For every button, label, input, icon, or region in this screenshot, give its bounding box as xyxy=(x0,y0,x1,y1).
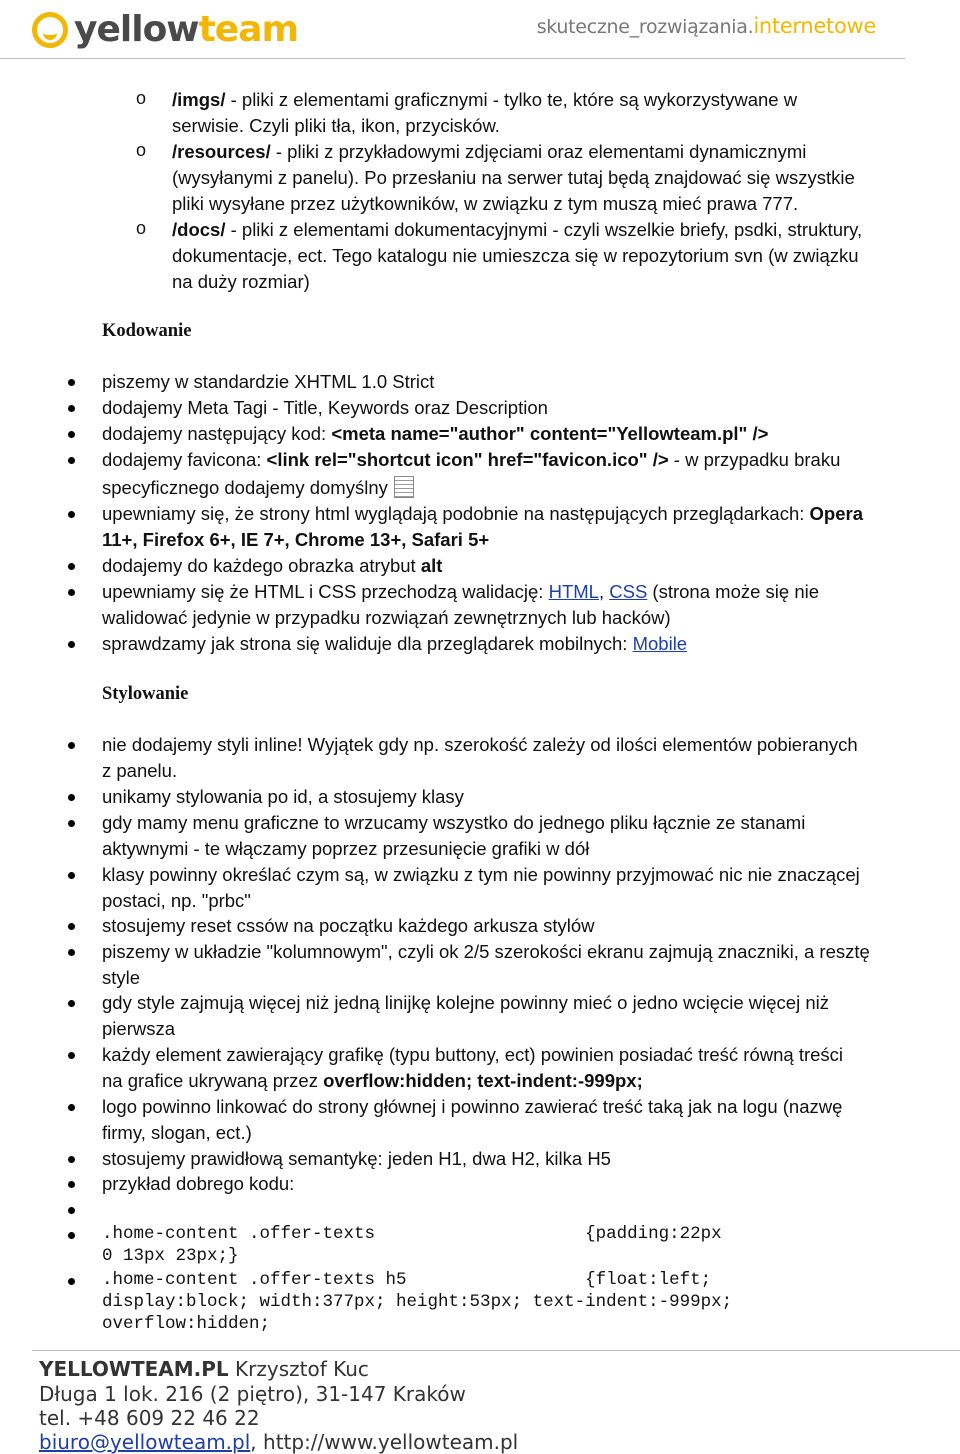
code-line: .home-content .offer-texts {padding:22px xyxy=(102,1224,722,1244)
list-item: gdy mamy menu graficzne to wrzucamy wszystko do jednego pliku łącznie ze stanami xyxy=(102,812,806,833)
list-item: unikamy stylowania po id, a stosujemy klasy xyxy=(102,786,464,807)
item-text: specyficznego dodajemy domyślny xyxy=(102,477,388,498)
bullet xyxy=(68,563,75,570)
bullet xyxy=(68,1000,75,1007)
yellowteam-logo[interactable] xyxy=(32,8,298,52)
code-line: 0 13px 23px;} xyxy=(102,1246,239,1266)
bullet xyxy=(68,1232,75,1239)
attribute-name: alt xyxy=(420,555,443,576)
item-text: dodajemy następujący kod: xyxy=(102,423,332,444)
list-item-cont: firmy, slogan, ect.) xyxy=(102,1122,252,1143)
list-item-cont: aktywnymi - te włączamy poprzez przesunięcie grafiki w dół xyxy=(102,838,590,859)
bullet xyxy=(68,405,75,412)
item-text: na grafice ukrywaną przez xyxy=(102,1070,324,1091)
folder-item-resources-cont: pliki wysyłane przez użytkowników, w związku z tym muszą mieć prawa 777. xyxy=(172,193,799,214)
item-text: sprawdzamy jak strona się waliduje dla przeglądarek mobilnych: xyxy=(102,633,633,654)
page-header xyxy=(0,0,960,62)
list-item: stosujemy prawidłową semantykę: jeden H1, dwa H2, kilka H5 xyxy=(102,1148,611,1169)
bullet xyxy=(68,949,75,956)
footer-email-link[interactable]: biuro@yellowteam.pl xyxy=(39,1430,251,1454)
item-text: upewniamy się, że strony html wyglądają podobnie na następujących przeglądarkach: xyxy=(102,503,810,524)
list-item-cont: style xyxy=(102,967,141,988)
header-tagline xyxy=(537,14,876,38)
bullet xyxy=(68,820,75,827)
item-text: upewniamy się że HTML i CSS przechodzą walidację: xyxy=(102,581,549,602)
page-footer xyxy=(0,1346,960,1454)
section-heading-kodowanie: Kodowanie xyxy=(102,321,192,341)
separator: , xyxy=(598,581,610,602)
list-item: klasy powinny określać czym są, w związku z tym nie powinny przyjmować nic nie znaczącej xyxy=(102,864,860,885)
tagline-main: skuteczne_rozwiązania. xyxy=(536,16,754,38)
browser-name: Opera xyxy=(809,503,863,524)
bullet xyxy=(68,1104,75,1111)
code-line: display:block; width:377px; height:53px; text-indent:-999px; xyxy=(102,1292,733,1312)
folder-item-docs-cont: na duży rozmiar) xyxy=(172,271,310,292)
list-item xyxy=(102,579,819,605)
footer-company xyxy=(39,1357,369,1381)
list-item: każdy element zawierający grafikę (typu buttony, ect) powinien posiadać treść równą treści xyxy=(102,1044,844,1065)
header-divider xyxy=(0,58,905,59)
list-item-cont: postaci, np. "prbc" xyxy=(102,890,251,911)
code-line: overflow:hidden; xyxy=(102,1314,271,1334)
list-item: piszemy w standardzie XHTML 1.0 Strict xyxy=(102,371,435,392)
folder-item-docs-cont: dokumentacje, ect. Tego katalogu nie umieszcza się w repozytorium svn (w związku xyxy=(172,245,859,266)
bullet xyxy=(68,1207,75,1214)
folder-desc: - pliki z elementami dokumentacyjnymi - czyli wszelkie briefy, psdki, struktury, xyxy=(225,219,863,240)
bullet xyxy=(68,742,75,749)
item-text: dodajemy do każdego obrazka atrybut xyxy=(102,555,421,576)
bullet xyxy=(68,431,75,438)
item-text: dodajemy favicona: xyxy=(102,449,267,470)
list-item: przykład dobrego kodu: xyxy=(102,1173,295,1194)
smile-logo-icon xyxy=(32,12,68,48)
bullet xyxy=(68,1181,75,1188)
item-text: - w przypadku braku xyxy=(668,449,841,470)
folder-item-imgs-cont: serwisie. Czyli pliki tła, ikon, przycisków. xyxy=(172,115,500,136)
footer-person: Krzysztof Kuc xyxy=(228,1357,369,1381)
list-item-cont xyxy=(102,475,414,501)
footer-contact xyxy=(39,1430,518,1454)
bullet xyxy=(68,1156,75,1163)
list-item: gdy style zajmują więcej niż jedną linijkę kolejne powinny mieć o jedno wcięcie więcej niż xyxy=(102,992,829,1013)
footer-divider xyxy=(32,1350,960,1351)
folder-name: /docs/ xyxy=(172,219,226,240)
bullet xyxy=(68,457,75,464)
sub-bullet: o xyxy=(136,218,147,238)
bullet xyxy=(68,1052,75,1059)
bullet xyxy=(68,1278,75,1285)
bullet xyxy=(68,923,75,930)
css-validator-link[interactable]: CSS xyxy=(609,581,648,602)
bullet xyxy=(68,794,75,801)
list-item-cont xyxy=(102,1068,643,1094)
list-item: nie dodajemy styli inline! Wyjątek gdy np. szerokość zależy od ilości elementów pobieranych xyxy=(102,734,858,755)
folder-name: /resources/ xyxy=(172,141,271,162)
list-item: dodajemy Meta Tagi - Title, Keywords oraz Description xyxy=(102,397,548,418)
logo-word-team: team xyxy=(198,9,298,50)
logo-word-yellow: yellow xyxy=(74,9,199,50)
list-item-cont: pierwsza xyxy=(102,1018,175,1039)
list-item: logo powinno linkować do strony głównej i powinno zawierać treść taką jak na logu (nazwę xyxy=(102,1096,843,1117)
folder-item-resources xyxy=(172,139,806,165)
item-text: (strona może się nie xyxy=(647,581,820,602)
bullet xyxy=(68,589,75,596)
logo-wordmark xyxy=(74,8,298,52)
folder-desc: - pliki z przykładowymi zdjęciami oraz elementami dynamicznymi xyxy=(270,141,807,162)
list-item xyxy=(102,447,840,473)
html-validator-link[interactable]: HTML xyxy=(548,581,599,602)
folder-name: /imgs/ xyxy=(172,89,226,110)
code-snippet: <meta name="author" content="Yellowteam.pl" /> xyxy=(331,423,769,444)
code-snippet: <link rel="shortcut icon" href="favicon.ico" /> xyxy=(266,449,669,470)
folder-desc: - pliki z elementami graficznymi - tylko te, które są wykorzystywane w xyxy=(225,89,798,110)
css-snippet: overflow:hidden; text-indent:-999px; xyxy=(323,1070,643,1091)
bullet xyxy=(68,511,75,518)
folder-item-docs xyxy=(172,217,862,243)
mobile-validator-link[interactable]: Mobile xyxy=(632,633,688,654)
browser-list: 11+, Firefox 6+, IE 7+, Chrome 13+, Safari 5+ xyxy=(102,529,490,550)
bullet xyxy=(68,641,75,648)
bullet xyxy=(68,872,75,879)
code-line: .home-content .offer-texts h5 {float:left; xyxy=(102,1270,712,1290)
footer-address: Długa 1 lok. 216 (2 piętro), 31-147 Kraków xyxy=(39,1382,466,1406)
list-item-cont xyxy=(102,527,489,553)
list-item xyxy=(102,421,768,447)
list-item xyxy=(102,553,442,579)
footer-brand: YELLOWTEAM.PL xyxy=(39,1357,229,1381)
list-item xyxy=(102,631,687,657)
footer-website[interactable]: http://www.yellowteam.pl xyxy=(263,1430,519,1454)
section-heading-stylowanie: Stylowanie xyxy=(102,684,189,704)
list-item-cont: z panelu. xyxy=(102,760,178,781)
separator: , xyxy=(250,1430,264,1454)
list-item-cont: walidować jedynie w przypadku rozwiązań zewnętrznych lub hacków) xyxy=(102,607,671,628)
sub-bullet: o xyxy=(136,88,147,108)
list-item: stosujemy reset cssów na początku każdego arkusza stylów xyxy=(102,915,595,936)
folder-item-imgs xyxy=(172,87,797,113)
bullet xyxy=(68,379,75,386)
tagline-accent: internetowe xyxy=(753,14,876,38)
footer-phone: tel. +48 609 22 46 22 xyxy=(39,1406,260,1430)
folder-item-resources-cont: (wysyłanymi z panelu). Po przesłaniu na serwer tutaj będą znajdować się wszystkie xyxy=(172,167,855,188)
list-item xyxy=(102,501,863,527)
list-item: piszemy w układzie "kolumnowym", czyli ok 2/5 szerokości ekranu zajmują znaczniki, a resztę xyxy=(102,941,870,962)
document-icon xyxy=(394,476,414,498)
sub-bullet: o xyxy=(136,140,147,160)
